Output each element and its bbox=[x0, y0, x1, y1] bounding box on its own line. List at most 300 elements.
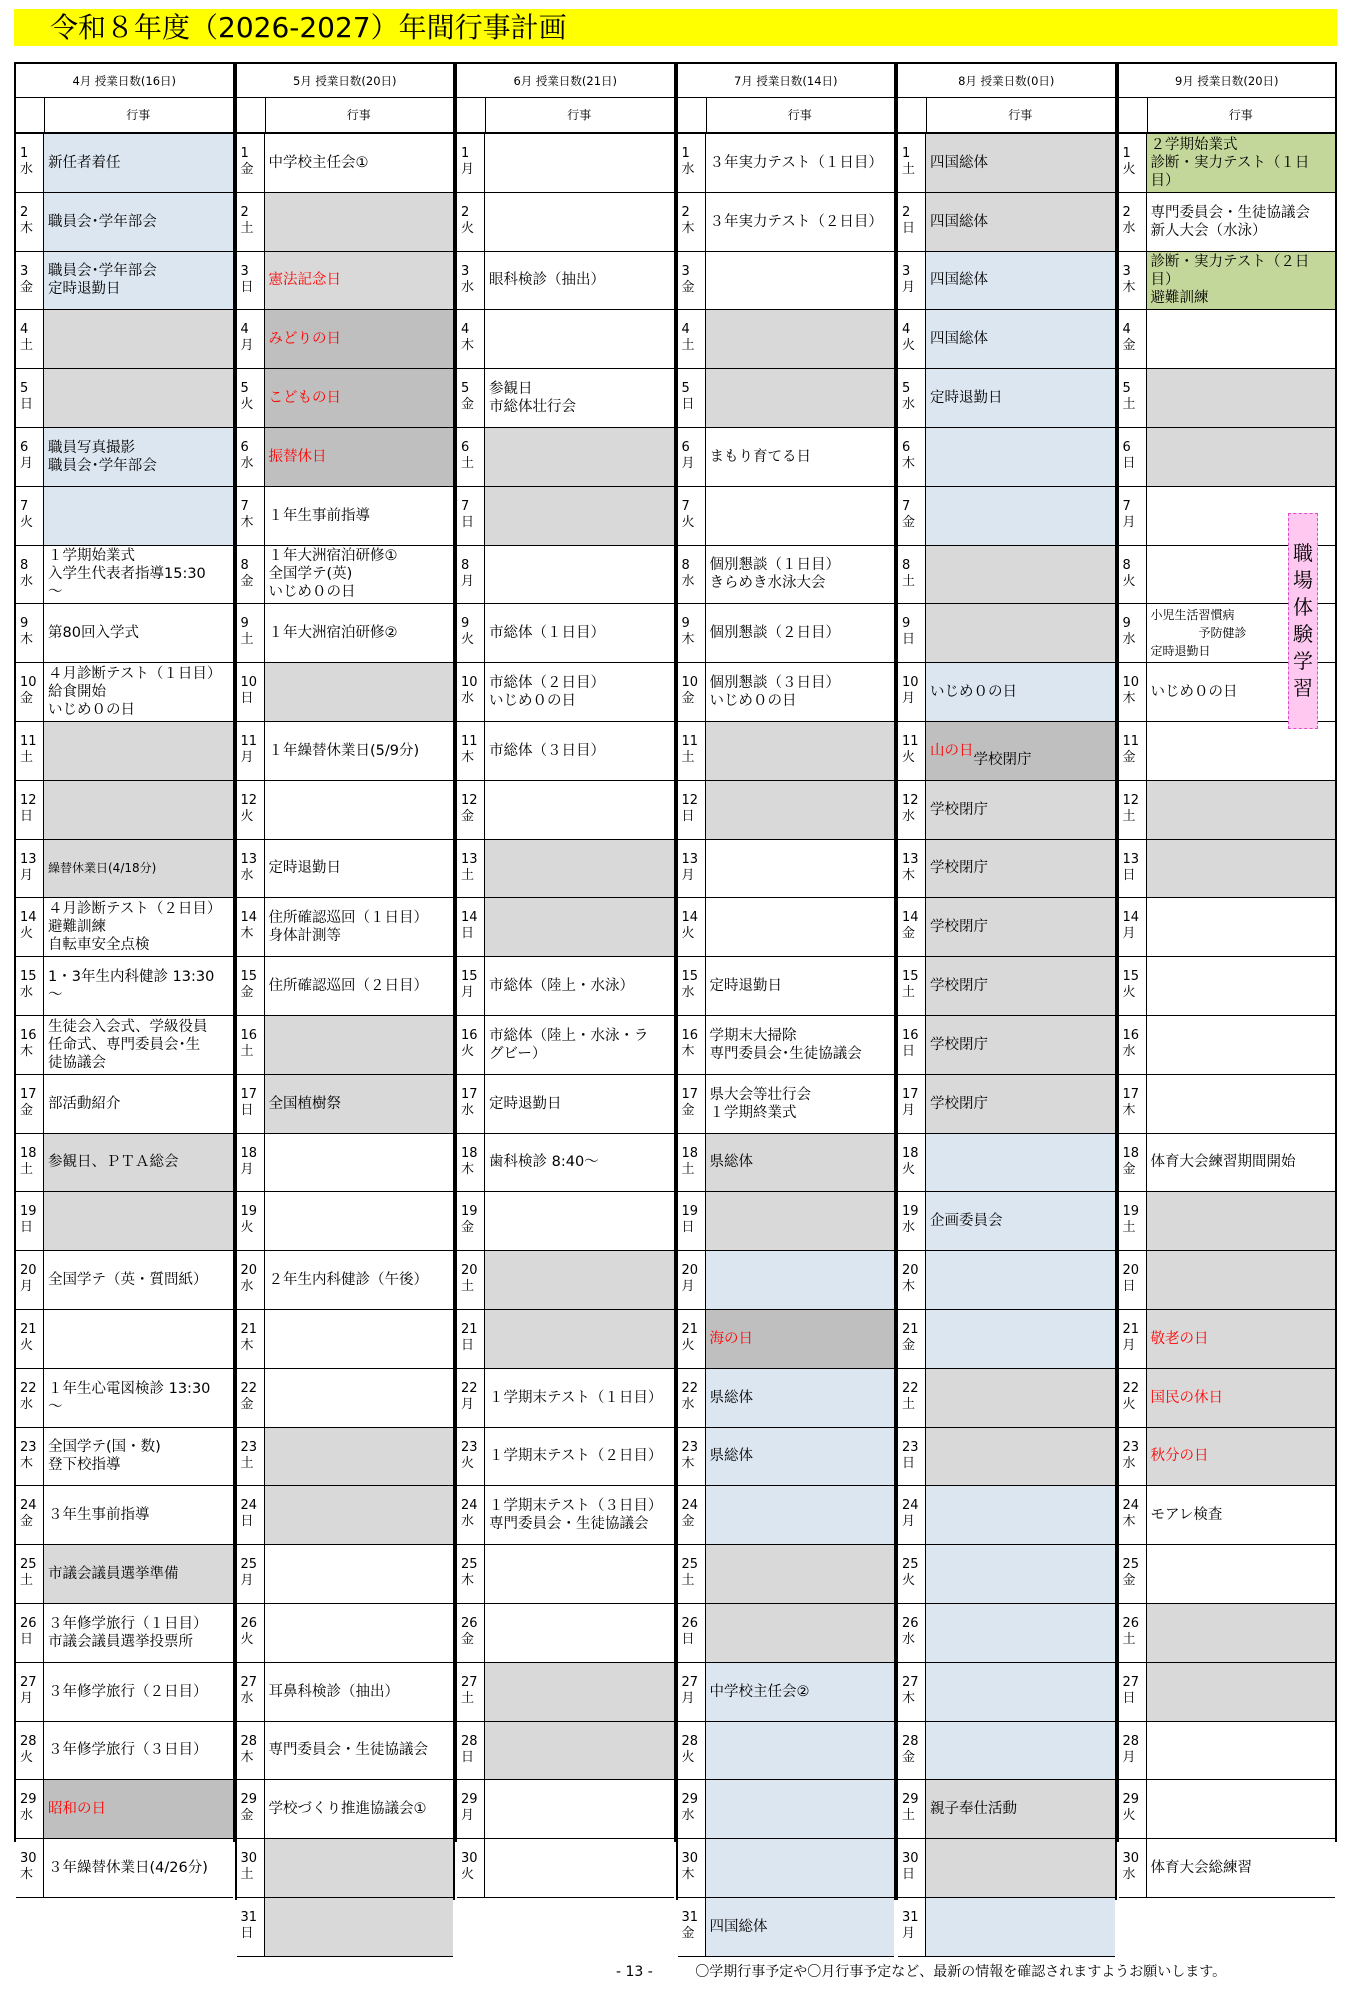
day-number: 17 bbox=[240, 1086, 258, 1102]
day-date bbox=[16, 1545, 44, 1603]
day-date bbox=[1119, 1310, 1147, 1368]
day-row bbox=[16, 1604, 233, 1663]
day-row bbox=[237, 1604, 454, 1663]
day-number: 3 bbox=[240, 263, 249, 279]
day-row bbox=[678, 428, 895, 487]
day-number: 16 bbox=[20, 1028, 37, 1043]
day-date bbox=[237, 134, 265, 192]
day-date bbox=[237, 1251, 265, 1309]
day-date bbox=[16, 1310, 44, 1368]
day-row bbox=[457, 840, 674, 899]
day-number: 25 bbox=[461, 1557, 478, 1573]
day-date bbox=[678, 252, 706, 310]
day-date bbox=[898, 1134, 926, 1192]
day-number: 18 bbox=[902, 1145, 919, 1161]
day-row bbox=[898, 1898, 1115, 1957]
day-event: 四国総体 bbox=[706, 1898, 895, 1956]
day-date bbox=[678, 369, 706, 427]
day-row bbox=[457, 310, 674, 369]
weekday: 日 bbox=[240, 691, 254, 707]
weekday: 日 bbox=[681, 1220, 695, 1236]
day-event: 国民の休日 bbox=[1147, 1369, 1336, 1427]
day-event bbox=[485, 781, 674, 839]
day-row bbox=[678, 898, 895, 957]
weekday: 月 bbox=[902, 1102, 916, 1118]
day-row bbox=[678, 1898, 895, 1957]
day-date bbox=[16, 369, 44, 427]
day-row bbox=[898, 1604, 1115, 1663]
day-row bbox=[678, 1486, 895, 1545]
day-row bbox=[898, 1545, 1115, 1604]
day-date bbox=[678, 1898, 706, 1956]
day-event: 学校閉庁 bbox=[926, 781, 1115, 839]
day-date bbox=[678, 1780, 706, 1838]
day-event: 学校閉庁 bbox=[926, 1075, 1115, 1133]
weekday: 日 bbox=[902, 220, 916, 236]
day-date bbox=[16, 722, 44, 780]
day-date bbox=[16, 1192, 44, 1250]
weekday: 月 bbox=[902, 1926, 916, 1941]
day-number: 7 bbox=[1122, 498, 1131, 514]
day-row bbox=[457, 1192, 674, 1251]
day-row bbox=[1119, 722, 1336, 781]
day-event: 県大会等壮行会 １学期終業式 bbox=[709, 1086, 811, 1121]
weekday: 金 bbox=[20, 691, 34, 707]
weekday: 土 bbox=[1122, 1220, 1136, 1236]
day-row bbox=[16, 663, 233, 722]
day-date bbox=[457, 1604, 485, 1662]
day-row bbox=[1119, 1192, 1336, 1251]
weekday: 日 bbox=[240, 279, 254, 295]
day-number: 29 bbox=[20, 1792, 37, 1808]
day-number: 24 bbox=[461, 1498, 478, 1514]
weekday: 金 bbox=[1122, 338, 1136, 354]
day-date bbox=[16, 1722, 44, 1780]
day-event bbox=[265, 1486, 454, 1544]
day-row bbox=[237, 1016, 454, 1075]
day-row bbox=[457, 1545, 674, 1604]
weekday: 木 bbox=[20, 1867, 34, 1883]
weekday: 日 bbox=[461, 926, 475, 942]
weekday: 水 bbox=[240, 867, 254, 883]
day-number: 23 bbox=[902, 1439, 919, 1455]
month-frame bbox=[676, 62, 897, 1941]
weekday: 月 bbox=[240, 1161, 254, 1177]
day-date bbox=[1119, 781, 1147, 839]
day-number: 27 bbox=[681, 1674, 699, 1690]
day-event bbox=[485, 1780, 674, 1838]
day-row bbox=[898, 369, 1115, 428]
day-event bbox=[485, 546, 674, 604]
day-event: 診断・実力テスト（２日 目） 避難訓練 bbox=[1147, 252, 1336, 310]
day-event: 個別懇談（３日目） いじめ０の日 bbox=[709, 675, 840, 710]
weekday: 月 bbox=[240, 1573, 254, 1589]
weekday: 火 bbox=[240, 397, 254, 413]
day-row bbox=[457, 369, 674, 428]
day-date bbox=[237, 252, 265, 310]
day-row bbox=[1119, 781, 1336, 840]
day-date bbox=[457, 1839, 485, 1897]
day-number: 9 bbox=[461, 616, 470, 632]
day-event: 小児生活習慣病 予防健診 定時退勤日 bbox=[1150, 608, 1247, 659]
day-date bbox=[457, 134, 485, 192]
day-event: 定時退勤日 bbox=[926, 369, 1115, 427]
side-banner bbox=[1288, 513, 1318, 729]
weekday: 土 bbox=[240, 1044, 254, 1059]
day-row bbox=[457, 898, 674, 957]
day-event bbox=[1147, 310, 1336, 368]
day-row bbox=[898, 1134, 1115, 1193]
weekday: 月 bbox=[20, 1690, 34, 1706]
month-column bbox=[896, 62, 1117, 1941]
day-row bbox=[16, 1251, 233, 1310]
day-row bbox=[237, 310, 454, 369]
day-date bbox=[457, 1251, 485, 1309]
day-number: 16 bbox=[240, 1028, 258, 1043]
day-number: 10 bbox=[20, 675, 37, 691]
day-row bbox=[1119, 1075, 1336, 1134]
day-event bbox=[926, 1428, 1115, 1486]
day-number: 17 bbox=[1122, 1086, 1140, 1102]
day-row bbox=[237, 1780, 454, 1839]
day-date bbox=[16, 1075, 44, 1133]
day-row bbox=[678, 1075, 895, 1134]
day-row bbox=[898, 1016, 1115, 1075]
weekday: 金 bbox=[20, 279, 34, 295]
day-event bbox=[485, 1722, 674, 1780]
day-number: 20 bbox=[240, 1263, 258, 1279]
day-event bbox=[485, 428, 674, 486]
day-number: 17 bbox=[20, 1086, 37, 1102]
day-row bbox=[678, 1545, 895, 1604]
day-number: 8 bbox=[1122, 557, 1131, 573]
day-date bbox=[898, 1722, 926, 1780]
day-date bbox=[457, 1310, 485, 1368]
day-number: 14 bbox=[240, 910, 258, 926]
day-event bbox=[1147, 1780, 1336, 1838]
day-date bbox=[1119, 546, 1147, 604]
weekday: 日 bbox=[240, 1514, 254, 1530]
weekday: 木 bbox=[240, 1749, 254, 1765]
day-number: 6 bbox=[681, 440, 690, 455]
events-column-header: 行事 bbox=[346, 108, 371, 122]
weekday: 木 bbox=[1122, 279, 1136, 295]
weekday: 火 bbox=[681, 514, 695, 530]
day-event: 四国総体 bbox=[926, 310, 1115, 368]
day-number: 26 bbox=[240, 1616, 258, 1631]
day-event: いじめ０の日 bbox=[926, 663, 1115, 721]
day-date bbox=[1119, 1075, 1147, 1133]
day-number: 24 bbox=[902, 1498, 919, 1514]
day-date bbox=[678, 898, 706, 956]
weekday: 日 bbox=[461, 514, 475, 530]
day-event: 新任者着任 bbox=[44, 134, 233, 192]
day-date bbox=[678, 1722, 706, 1780]
weekday: 金 bbox=[1122, 1573, 1136, 1589]
day-number: 29 bbox=[681, 1792, 699, 1808]
day-date bbox=[237, 1428, 265, 1486]
day-row bbox=[237, 134, 454, 193]
day-number: 28 bbox=[902, 1733, 919, 1749]
day-date bbox=[16, 428, 44, 486]
day-number: 4 bbox=[20, 322, 29, 338]
weekday: 火 bbox=[461, 1867, 475, 1883]
day-date bbox=[457, 1369, 485, 1427]
day-row bbox=[1119, 1428, 1336, 1487]
day-number: 14 bbox=[461, 910, 478, 926]
weekday: 日 bbox=[461, 1749, 475, 1765]
day-number: 28 bbox=[681, 1733, 699, 1749]
day-row bbox=[898, 781, 1115, 840]
day-date bbox=[898, 957, 926, 1015]
day-row bbox=[678, 663, 895, 722]
day-event bbox=[485, 1545, 674, 1603]
day-date bbox=[237, 1369, 265, 1427]
weekday: 水 bbox=[461, 1102, 475, 1118]
day-event bbox=[706, 1192, 895, 1250]
day-row bbox=[457, 134, 674, 193]
day-date bbox=[16, 1486, 44, 1544]
day-number: 29 bbox=[1122, 1792, 1140, 1808]
day-row bbox=[678, 1192, 895, 1251]
day-date bbox=[457, 193, 485, 251]
day-row bbox=[16, 252, 233, 311]
day-row bbox=[898, 252, 1115, 311]
weekday: 火 bbox=[902, 1573, 916, 1589]
weekday: 水 bbox=[1122, 1455, 1136, 1471]
day-date bbox=[898, 604, 926, 662]
day-event bbox=[485, 1839, 674, 1897]
day-date bbox=[16, 781, 44, 839]
weekday: 火 bbox=[20, 1338, 34, 1353]
day-event: ３年修学旅行（２日目） bbox=[48, 1683, 208, 1700]
day-event: 学校づくり推進協議会① bbox=[268, 1801, 427, 1818]
weekday: 土 bbox=[240, 1867, 254, 1883]
weekday: 火 bbox=[902, 338, 916, 354]
day-number: 28 bbox=[1122, 1733, 1140, 1749]
day-date bbox=[678, 1075, 706, 1133]
day-date bbox=[237, 1016, 265, 1074]
day-number: 21 bbox=[461, 1322, 478, 1337]
weekday: 土 bbox=[20, 338, 34, 354]
day-event: １学期末テスト（３日目） 専門委員会・生徒協議会 bbox=[489, 1498, 663, 1533]
day-row bbox=[457, 1663, 674, 1722]
weekday: 金 bbox=[681, 279, 695, 295]
holiday-label: 山の日 bbox=[930, 742, 974, 759]
day-event: ３年繰替休業日(4/26分) bbox=[48, 1860, 208, 1877]
weekday: 日 bbox=[1122, 867, 1136, 883]
weekday: 水 bbox=[461, 1514, 475, 1530]
weekday: 水 bbox=[1122, 1044, 1136, 1059]
day-number: 8 bbox=[681, 557, 690, 573]
weekday: 月 bbox=[461, 1396, 475, 1412]
day-row bbox=[16, 1486, 233, 1545]
weekday: 日 bbox=[902, 1455, 916, 1471]
day-number: 19 bbox=[240, 1204, 258, 1220]
day-date bbox=[1119, 1428, 1147, 1486]
day-row bbox=[16, 1663, 233, 1722]
day-row bbox=[237, 428, 454, 487]
day-date bbox=[237, 1134, 265, 1192]
day-event bbox=[485, 193, 674, 251]
day-date bbox=[678, 722, 706, 780]
day-number: 9 bbox=[1122, 616, 1131, 632]
day-event: ２学期始業式 診断・実力テスト（１日 目） bbox=[1147, 134, 1336, 192]
day-number: 22 bbox=[902, 1380, 919, 1396]
day-event bbox=[485, 840, 674, 898]
day-event bbox=[706, 310, 895, 368]
weekday: 水 bbox=[681, 1396, 695, 1412]
day-number: 9 bbox=[681, 616, 690, 632]
day-event: 部活動紹介 bbox=[48, 1095, 121, 1112]
day-event bbox=[1147, 1192, 1336, 1250]
day-number: 1 bbox=[902, 146, 911, 161]
side-banner-char: 習 bbox=[1293, 676, 1313, 700]
day-event: 歯科検診 8:40～ bbox=[489, 1154, 599, 1171]
day-event bbox=[926, 1839, 1115, 1897]
day-event: 定時退勤日 bbox=[709, 978, 782, 995]
day-row bbox=[678, 604, 895, 663]
weekday: 金 bbox=[902, 1749, 916, 1765]
day-event bbox=[265, 1016, 454, 1074]
day-date bbox=[678, 1310, 706, 1368]
weekday: 水 bbox=[681, 985, 695, 1001]
day-event: 参観日、ＰＴＡ総会 bbox=[44, 1134, 233, 1192]
day-row bbox=[16, 840, 233, 899]
day-date bbox=[898, 369, 926, 427]
weekday: 水 bbox=[20, 985, 34, 1001]
day-date bbox=[1119, 1839, 1147, 1897]
day-date bbox=[898, 310, 926, 368]
weekday: 土 bbox=[1122, 808, 1136, 824]
day-number: 7 bbox=[240, 498, 249, 514]
day-event bbox=[44, 369, 233, 427]
day-date bbox=[678, 310, 706, 368]
day-number: 27 bbox=[902, 1674, 919, 1690]
day-number: 15 bbox=[681, 969, 699, 985]
weekday: 月 bbox=[681, 1690, 695, 1706]
day-number: 12 bbox=[1122, 792, 1140, 808]
day-date bbox=[16, 1134, 44, 1192]
day-event bbox=[706, 1604, 895, 1662]
day-number: 19 bbox=[681, 1204, 699, 1220]
day-event: ３年実力テスト（２日目） bbox=[709, 213, 883, 230]
day-number: 28 bbox=[240, 1733, 258, 1749]
day-event bbox=[44, 310, 233, 368]
date-column-header bbox=[678, 98, 707, 132]
side-banner-char: 体 bbox=[1293, 595, 1313, 619]
day-row bbox=[898, 428, 1115, 487]
day-date bbox=[898, 898, 926, 956]
day-event bbox=[44, 722, 233, 780]
day-date bbox=[1119, 1369, 1147, 1427]
day-date bbox=[16, 310, 44, 368]
day-row bbox=[237, 1310, 454, 1369]
day-date bbox=[237, 428, 265, 486]
day-date bbox=[457, 487, 485, 545]
weekday: 水 bbox=[681, 573, 695, 589]
day-event: 職員写真撮影 職員会･学年部会 bbox=[44, 428, 233, 486]
day-date bbox=[16, 1016, 44, 1074]
day-number: 18 bbox=[461, 1145, 478, 1161]
day-row bbox=[1119, 1310, 1336, 1369]
day-date bbox=[678, 546, 706, 604]
weekday: 火 bbox=[240, 808, 254, 824]
day-number: 6 bbox=[20, 440, 29, 455]
day-number: 3 bbox=[902, 263, 911, 279]
day-event: 体育大会練習期間開始 bbox=[1150, 1154, 1296, 1171]
day-row bbox=[237, 663, 454, 722]
day-event: １学期末テスト（１日目） bbox=[489, 1389, 663, 1406]
day-event: 市総体（３日目） bbox=[489, 742, 605, 759]
day-number: 30 bbox=[240, 1851, 258, 1867]
day-date bbox=[678, 1134, 706, 1192]
day-date bbox=[457, 840, 485, 898]
day-date bbox=[1119, 252, 1147, 310]
day-number: 20 bbox=[20, 1263, 37, 1279]
day-number: 14 bbox=[681, 910, 699, 926]
weekday: 火 bbox=[20, 1749, 34, 1765]
weekday: 水 bbox=[902, 1632, 916, 1647]
day-event bbox=[706, 781, 895, 839]
day-row bbox=[457, 1722, 674, 1781]
day-event bbox=[926, 604, 1115, 662]
day-event: 学期末大掃除 専門委員会･生徒協議会 bbox=[709, 1027, 862, 1062]
day-event bbox=[706, 1722, 895, 1780]
day-number: 10 bbox=[461, 675, 478, 691]
day-date bbox=[898, 1898, 926, 1956]
day-row bbox=[678, 1016, 895, 1075]
day-row bbox=[237, 252, 454, 311]
day-event bbox=[926, 1369, 1115, 1427]
day-row bbox=[237, 604, 454, 663]
day-number: 6 bbox=[1122, 440, 1131, 455]
day-number: 13 bbox=[681, 851, 699, 867]
day-number: 5 bbox=[20, 381, 29, 397]
day-row bbox=[1119, 193, 1336, 252]
weekday: 土 bbox=[681, 750, 695, 765]
month-column bbox=[455, 62, 676, 1900]
day-event bbox=[706, 898, 895, 956]
day-event bbox=[1147, 781, 1336, 839]
weekday: 土 bbox=[902, 162, 916, 177]
day-number: 14 bbox=[20, 910, 37, 926]
day-row bbox=[237, 1839, 454, 1898]
weekday: 金 bbox=[461, 1220, 475, 1236]
day-date bbox=[678, 134, 706, 192]
day-event: ４月診断テスト（１日目） 給食開始 いじめ０の日 bbox=[48, 666, 222, 719]
date-column-header bbox=[237, 98, 266, 132]
day-row bbox=[898, 1486, 1115, 1545]
day-event: 職員会･学年部会 定時退勤日 bbox=[44, 252, 233, 310]
day-row bbox=[237, 1722, 454, 1781]
day-date bbox=[678, 1369, 706, 1427]
day-date bbox=[457, 957, 485, 1015]
weekday: 金 bbox=[240, 1396, 254, 1412]
day-event bbox=[1147, 1604, 1336, 1662]
day-row bbox=[1119, 957, 1336, 1016]
day-event bbox=[44, 1310, 233, 1368]
day-event bbox=[926, 1310, 1115, 1368]
day-number: 3 bbox=[681, 263, 690, 279]
day-date bbox=[898, 1251, 926, 1309]
day-date bbox=[16, 604, 44, 662]
weekday: 火 bbox=[681, 1749, 695, 1765]
day-event bbox=[706, 1545, 895, 1603]
day-date bbox=[898, 134, 926, 192]
day-number: 3 bbox=[461, 263, 470, 279]
day-event: いじめ０の日 bbox=[1150, 684, 1238, 701]
